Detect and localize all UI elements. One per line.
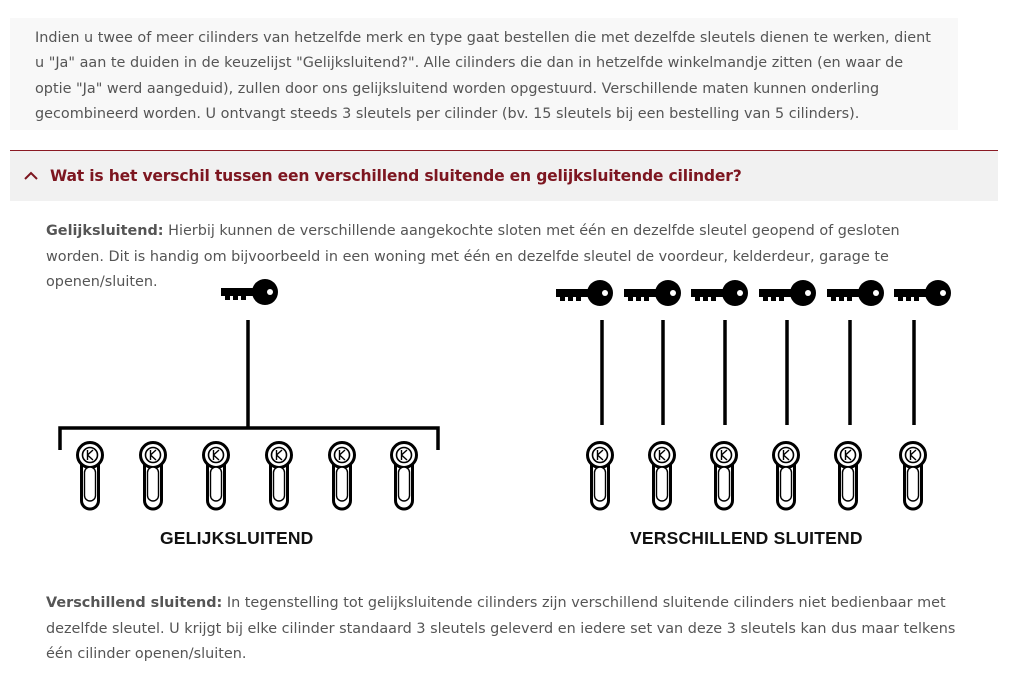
- verschillend-sluitend-diagram-label: VERSCHILLEND SLUITEND: [630, 528, 863, 548]
- intro-box: [10, 18, 958, 130]
- faq-question-label: Wat is het verschil tussen een verschillend sluitende en gelijksluitende cilinder?: [50, 167, 742, 185]
- cylinder-icon: [141, 443, 166, 510]
- gelijksluitend-diagram-label: GELIJKSLUITEND: [160, 528, 314, 548]
- locking-diagram: [0, 270, 1011, 520]
- key-icon: [827, 280, 884, 306]
- key-icon: [759, 280, 816, 306]
- key-icon: [624, 280, 681, 306]
- faq-question-toggle[interactable]: [10, 150, 998, 201]
- cylinder-icon: [712, 443, 737, 510]
- cylinder-icon: [78, 443, 103, 510]
- key-icon: [221, 279, 278, 305]
- key-icon: [894, 280, 951, 306]
- chevron-up-icon: [12, 171, 50, 181]
- verschillend-text: In tegenstelling tot gelijksluitende cilinders zijn verschillend sluitende cilinders niet bedienbaar met dezelfde sleutel. U krijgt bij elke cilinder standaard 3 sleutels geleverd en iedere set van deze 3 sleutels kan dus maar telkens één cilinder openen/sluiten.: [46, 595, 956, 662]
- cylinder-icon: [836, 443, 861, 510]
- cylinder-icon: [204, 443, 229, 510]
- cylinder-icon: [330, 443, 355, 510]
- verschillend-paragraph: [46, 591, 961, 668]
- cylinder-icon: [650, 443, 675, 510]
- cylinder-icon: [588, 443, 613, 510]
- cylinder-icon: [774, 443, 799, 510]
- cylinder-icon: [267, 443, 292, 510]
- key-icon: [691, 280, 748, 306]
- cylinder-icon: [392, 443, 417, 510]
- cylinder-icon: [901, 443, 926, 510]
- gelijksluitend-text: Hierbij kunnen de verschillende aangekochte sloten met één en dezelfde sleutel geopend of gesloten worden. Dit is handig om bijvoorbeeld in een woning met één en dezelfde sleutel de voordeur, kelderdeur, garage te openen/sluiten.: [46, 223, 900, 290]
- gelijksluitend-term: Gelijksluitend:: [46, 223, 164, 239]
- intro-text: Indien u twee of meer cilinders van hetzelfde merk en type gaat bestellen die met dezelfde sleutels dienen te werken, dient u "Ja" aan te duiden in de keuzelijst "Gelijksluitend?". Alle cilinders die dan in hetzelfde winkelmandje zitten (en waar de optie "Ja" werd aangeduid), zullen door ons gelijksluitend worden opgestuurd. Verschillende maten kunnen onderling gecombineerd worden. U ontvangt steeds 3 sleutels per cilinder (bv. 15 sleutels bij een bestelling van 5 cilinders).: [35, 30, 931, 122]
- key-icon: [556, 280, 613, 306]
- verschillend-term: Verschillend sluitend:: [46, 595, 223, 611]
